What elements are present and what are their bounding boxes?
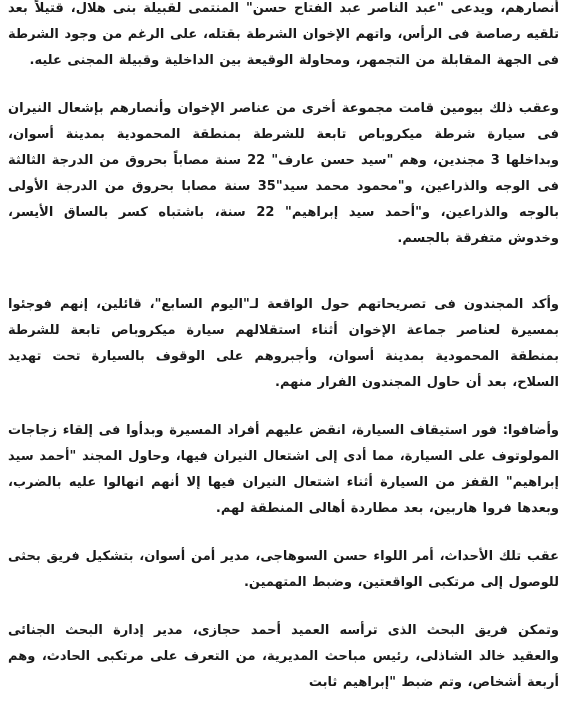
article-paragraph-1: أنصارهم، ويدعى "عبد الناصر عبد الفتاح حسن" المنتمى لقبيلة بنى هلال، قتيلاً بعد تلقيه رصاصة فى الرأس، واتهم الإخوان الشرطة بقتله، على الرغم من وجود الشرطة فى الجهة المقابلة من التجمهر، ومحاولة الوقيعة بين الداخلية وقبيلة المجنى عليه. bbox=[8, 1, 559, 68]
article-paragraph-6: وتمكن فريق البحث الذى ترأسه العميد أحمد حجازى، مدير إدارة البحث الجنائى والعقيد خالد الشاذلى، رئيس مباحث المديرية، من التعرف على مرتكبى الحادث، وهم أربعة أشخاص، وتم ضبط "إبراهيم ثابت bbox=[8, 623, 559, 690]
article-paragraph-4: وأضافوا: فور استيقاف السيارة، انقض عليهم أفراد المسيرة وبدأوا فى إلقاء زجاجات المولوتوف على السيارة، مما أدى إلى اشتعال النيران فيها، وحاول المجند "أحمد سيد إبراهيم" القفز من السيارة أثناء اشتعال النيران فيها إلا أنهم انهالوا عليه بالضرب، وبعدها فروا هاربين، بعد مطاردة أهالى المنطقة لهم. bbox=[8, 423, 559, 516]
article-paragraph-2: وعقب ذلك بيومين قامت مجموعة أخرى من عناصر الإخوان وأنصارهم بإشعال النيران فى سيارة شرطة ميكروباص تابعة للشرطة بمنطقة المحمودية بمدينة أسوان، وبداخلها 3 مجندين، وهم "سيد حسن عارف" 22 سنة مصاباً بحروق من الدرجة الثالثة فى الوجه والذراعين، و"محمود محمد سيد"35 سنة مصابا بحروق من الدرجة الأولى بالوجه والذراعين، و"أحمد سيد إبراهيم" 22 سنة، باشتباه كسر بالساق الأيسر، وخدوش متفرقة بالجسم. bbox=[8, 101, 559, 246]
article-paragraph-3: وأكد المجندون فى تصريحاتهم حول الواقعة لـ"اليوم السابع"، قائلين، إنهم فوجئوا بمسيرة لعناصر جماعة الإخوان أثناء استقلالهم سيارة ميكروباص تابعة للشرطة بمنطقة المحمودية بمدينة أسوان، وأجبروهم على الوقوف بالسيارة تحت تهديد السلاح، بعد أن حاول المجندون الفرار منهم. bbox=[8, 297, 559, 390]
article-paragraph-5: عقب تلك الأحداث، أمر اللواء حسن السوهاجى، مدير أمن أسوان، بتشكيل فريق بحثى للوصول إلى مرتكبى الواقعتين، وضبط المتهمين. bbox=[8, 549, 559, 590]
